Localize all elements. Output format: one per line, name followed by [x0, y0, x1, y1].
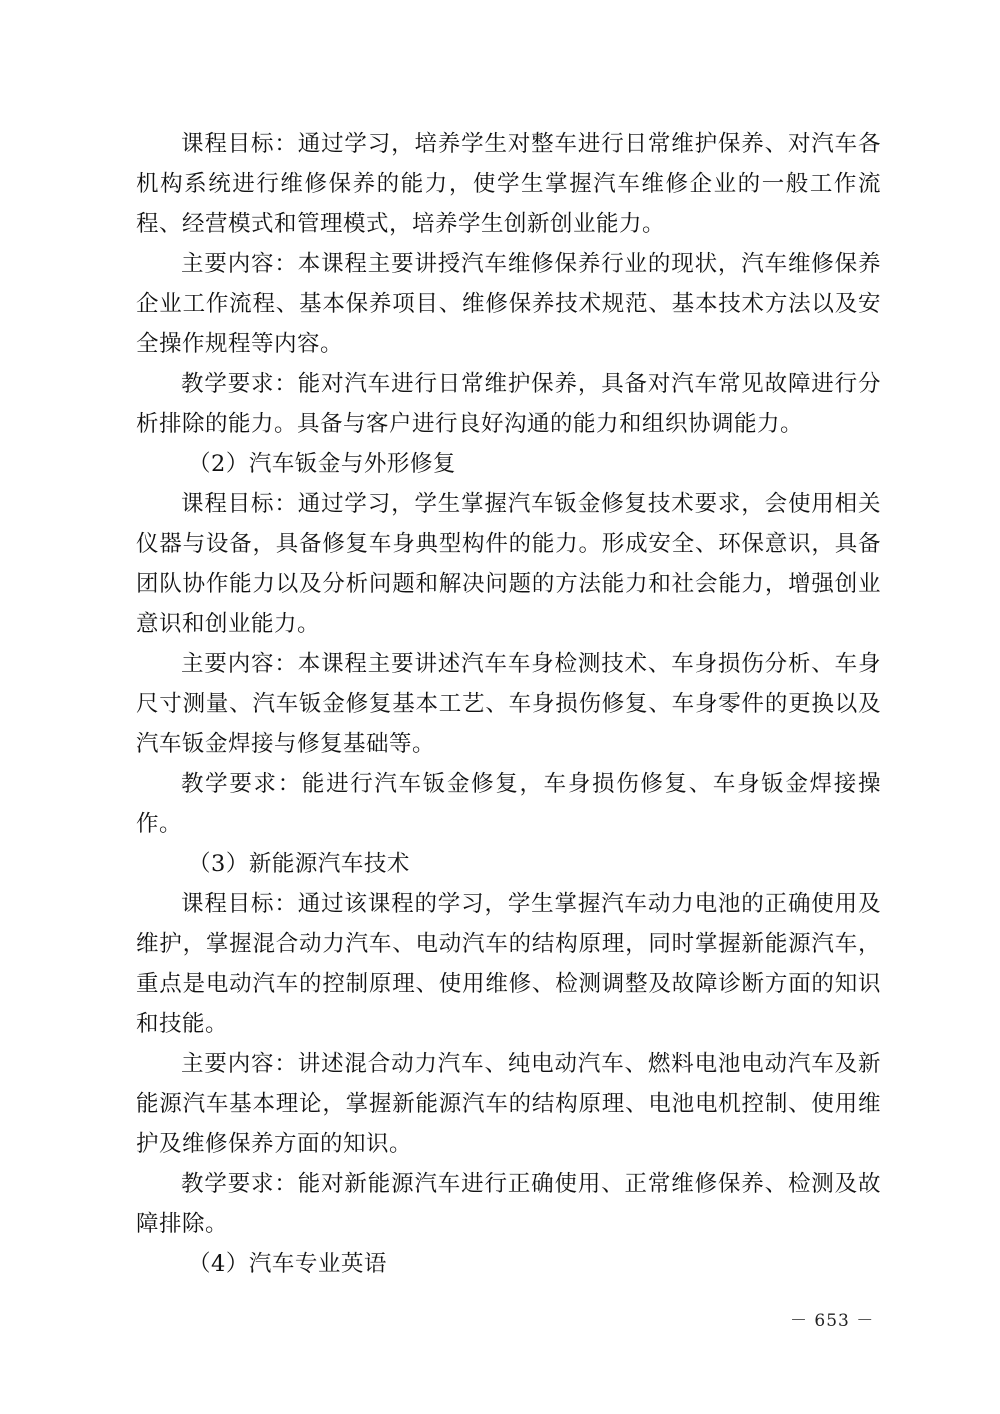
paragraph-course-goal-3: 课程目标：通过该课程的学习，学生掌握汽车动力电池的正确使用及维护，掌握混合动力汽车、电动汽车的结构原理，同时掌握新能源汽车，重点是电动汽车的控制原理、使用维修、检测调整及故障诊断方面的知识和技能。 [136, 891, 881, 1037]
page-number: － 653 － [790, 1311, 875, 1331]
paragraph-teaching-req-3: 教学要求：能对新能源汽车进行正确使用、正常维修保养、检测及故障排除。 [136, 1171, 881, 1237]
paragraph-main-content-3: 主要内容：讲述混合动力汽车、纯电动汽车、燃料电池电动汽车及新能源汽车基本理论，掌握新能源汽车的结构原理、电池电机控制、使用维护及维修保养方面的知识。 [136, 1051, 881, 1157]
paragraph-main-content-1: 主要内容：本课程主要讲授汽车维修保养行业的现状，汽车维修保养企业工作流程、基本保养项目、维修保养技术规范、基本技术方法以及安全操作规程等内容。 [136, 251, 881, 357]
section-heading-3: （3）新能源汽车技术 [188, 851, 410, 877]
paragraph-teaching-req-1: 教学要求：能对汽车进行日常维护保养，具备对汽车常见故障进行分析排除的能力。具备与客户进行良好沟通的能力和组织协调能力。 [136, 371, 881, 437]
paragraph-course-goal-2: 课程目标：通过学习，学生掌握汽车钣金修复技术要求，会使用相关仪器与设备，具备修复车身典型构件的能力。形成安全、环保意识，具备团队协作能力以及分析问题和解决问题的方法能力和社会能力，增强创业意识和创业能力。 [136, 491, 881, 637]
paragraph-course-goal-1: 课程目标：通过学习，培养学生对整车进行日常维护保养、对汽车各机构系统进行维修保养的能力，使学生掌握汽车维修企业的一般工作流程、经营模式和管理模式，培养学生创新创业能力。 [136, 131, 881, 237]
section-heading-4: （4）汽车专业英语 [188, 1251, 387, 1277]
section-heading-2: （2）汽车钣金与外形修复 [188, 451, 456, 477]
document-body [136, 124, 881, 1284]
paragraph-main-content-2: 主要内容：本课程主要讲述汽车车身检测技术、车身损伤分析、车身尺寸测量、汽车钣金修复基本工艺、车身损伤修复、车身零件的更换以及汽车钣金焊接与修复基础等。 [136, 651, 881, 757]
paragraph-teaching-req-2: 教学要求：能进行汽车钣金修复，车身损伤修复、车身钣金焊接操作。 [136, 771, 881, 837]
